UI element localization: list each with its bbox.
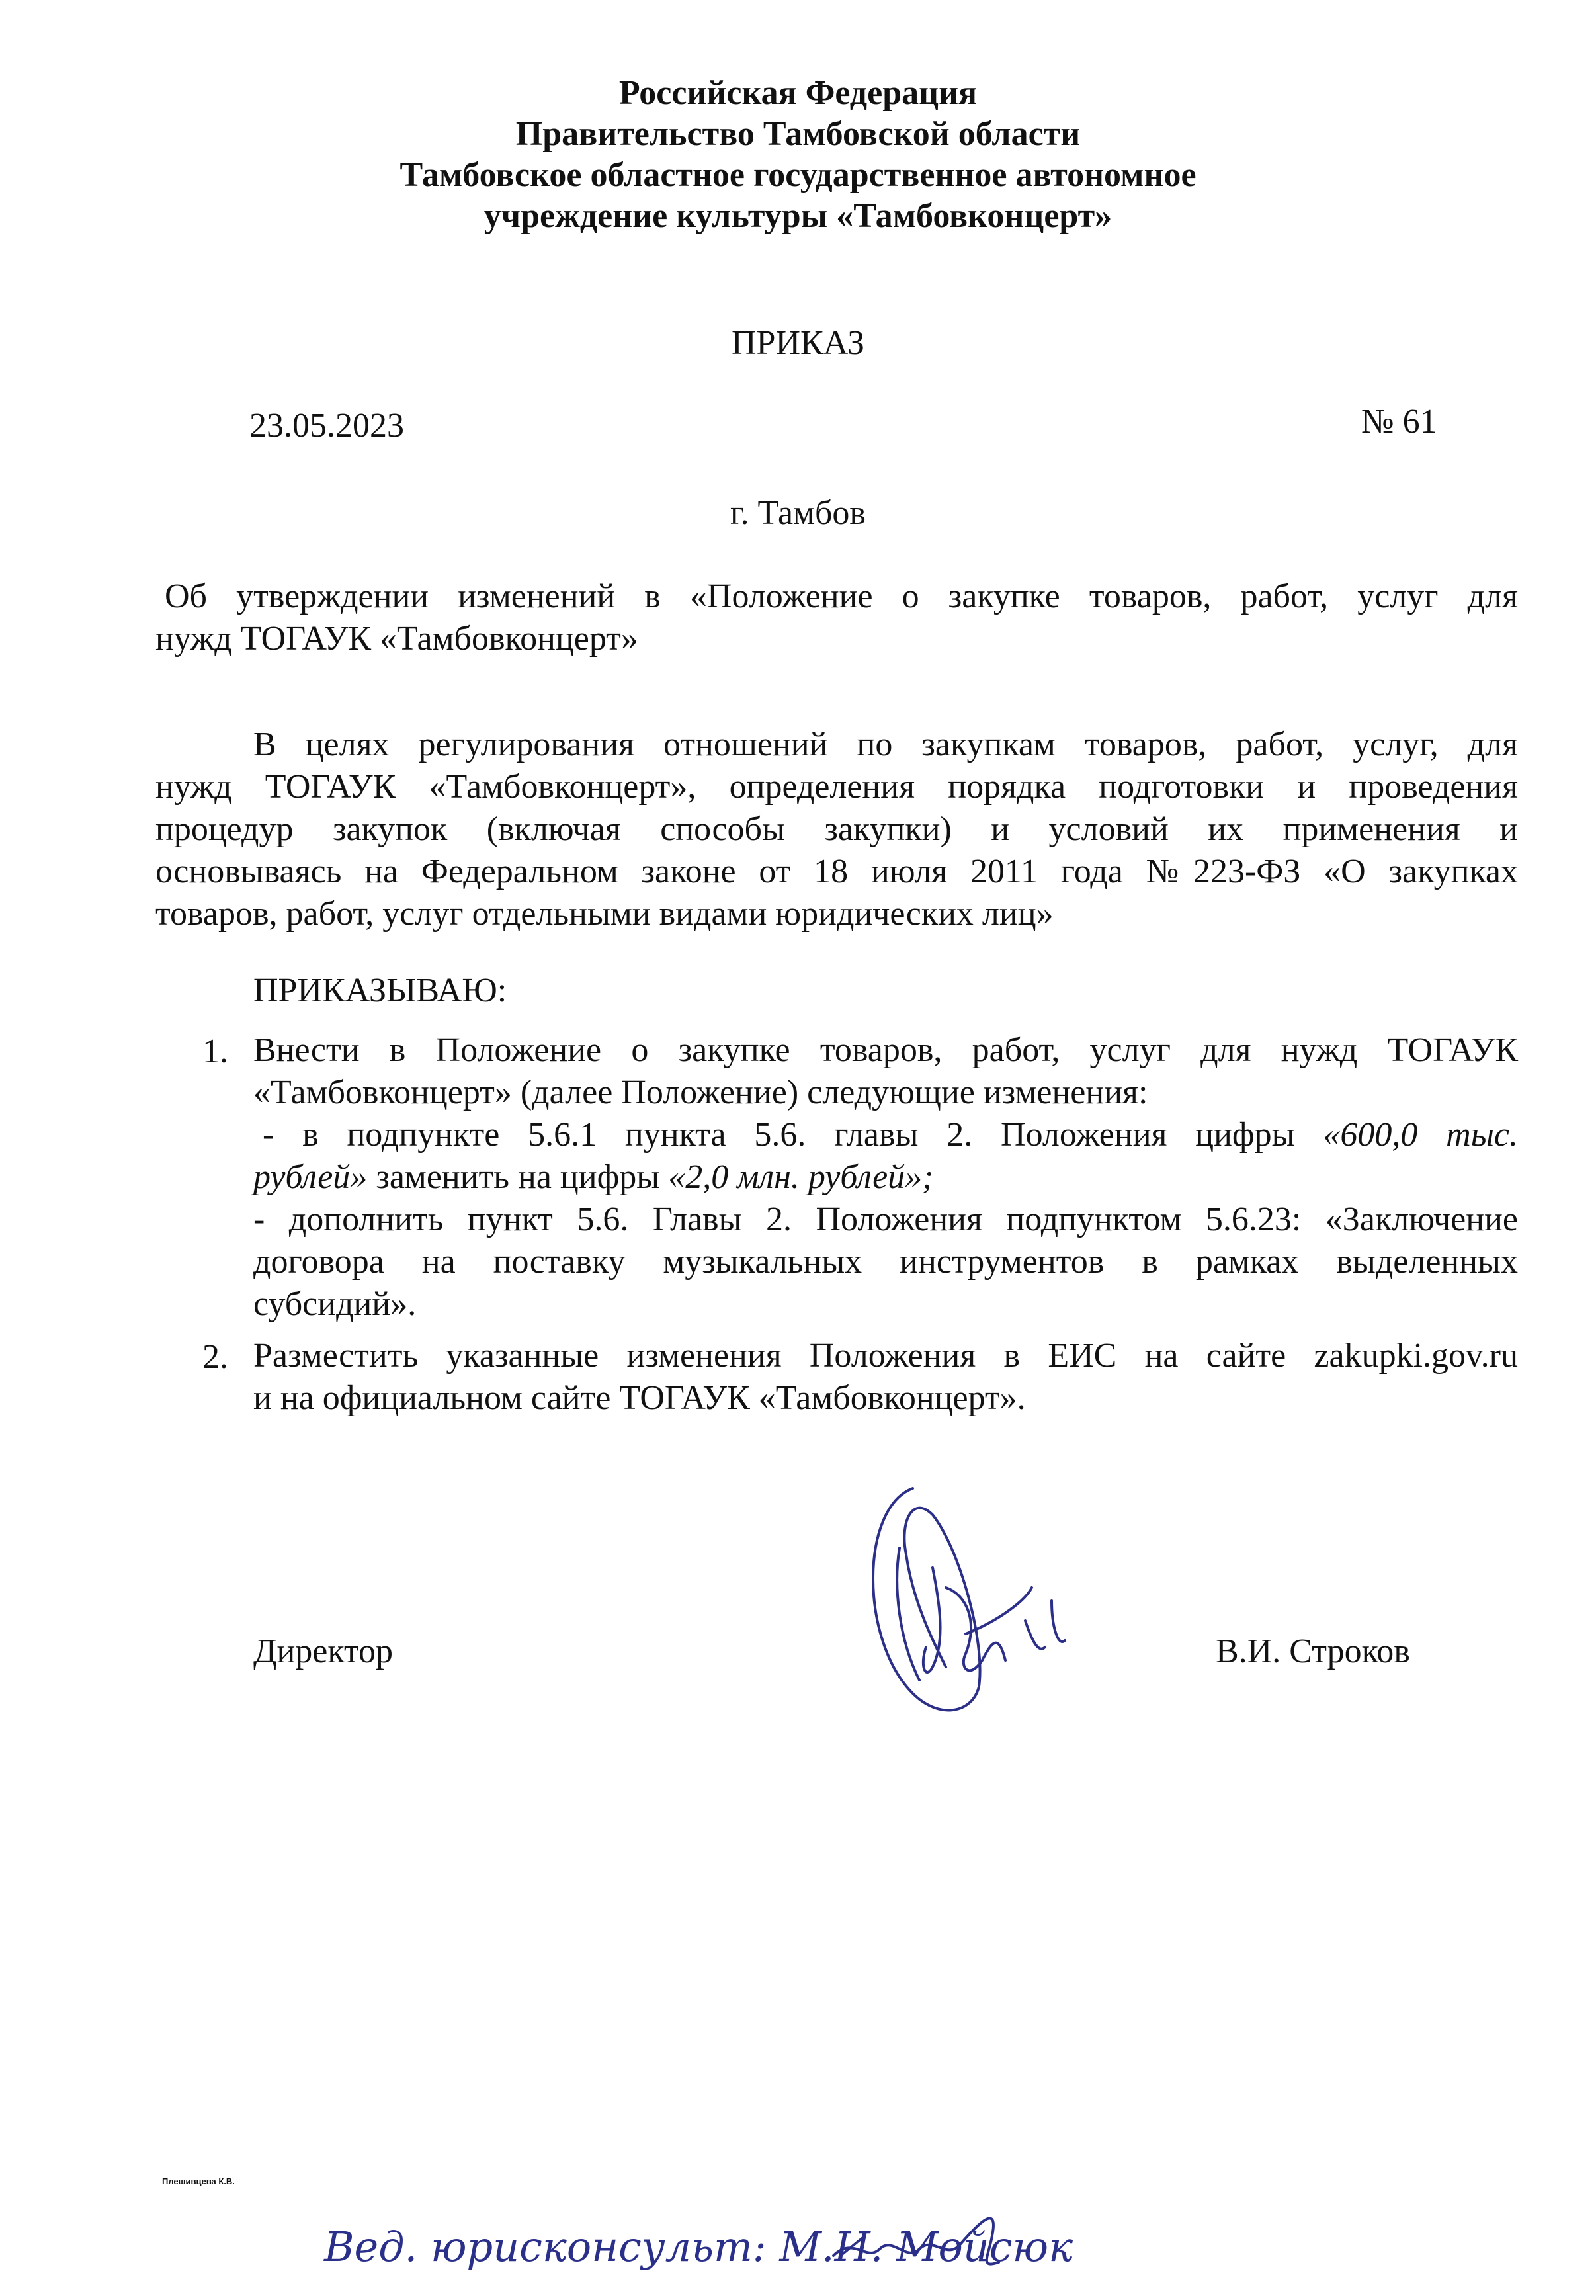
document-date: 23.05.2023 bbox=[249, 407, 404, 445]
signatory-position: Директор bbox=[253, 1633, 393, 1670]
order-word: ПРИКАЗЫВАЮ: bbox=[253, 972, 507, 1009]
item-line: Внести в Положение о закупке товаров, работ, услуг для нужд ТОГАУК bbox=[253, 1031, 1518, 1069]
item-line-with-quote bbox=[253, 1156, 1518, 1199]
preamble-line: нужд ТОГАУК «Тамбовконцерт», определения порядка подготовки и проведения bbox=[155, 768, 1518, 806]
item-line: «Тамбовконцерт» (далее Положение) следующие изменения: bbox=[253, 1074, 1148, 1111]
document-subject bbox=[155, 575, 1518, 660]
handwritten-approval-note: Вед. юрисконсульт: М.И. Мойсюк bbox=[324, 2223, 1073, 2271]
preamble-line: основываясь на Федеральном законе от 18 июля 2011 года №223-ФЗ «О закупках bbox=[155, 853, 1518, 890]
order-item-1 bbox=[253, 1029, 1518, 1326]
header-line-institution: Тамбовское областное государственное автономное bbox=[399, 156, 1197, 194]
item-line: - дополнить пункт 5.6. Главы 2. Положения подпунктом 5.6.23: «Заключение bbox=[253, 1201, 1518, 1238]
item-line: и на официальном сайте ТОГАУК «Тамбовконцерт». bbox=[253, 1379, 1026, 1417]
subject-line: нужд ТОГАУК «Тамбовконцерт» bbox=[155, 620, 638, 658]
item-line-text: заменить на цифры bbox=[376, 1158, 660, 1196]
preamble-line: процедур закупок (включая способы закупки) и условий их применения и bbox=[155, 810, 1518, 848]
document-city: г. Тамбов bbox=[730, 494, 866, 532]
preamble-paragraph bbox=[155, 724, 1518, 935]
signatory-name: В.И. Строков bbox=[1216, 1633, 1410, 1670]
item-line: Разместить указанные изменения Положения в ЕИС на сайте zakupki.gov.ru bbox=[253, 1337, 1518, 1375]
order-item-2 bbox=[253, 1335, 1518, 1420]
org-header bbox=[0, 73, 1596, 237]
item-line: субсидий». bbox=[253, 1285, 417, 1323]
document-number: № 61 bbox=[1361, 403, 1437, 441]
legal-counsel-signature bbox=[827, 2196, 1078, 2282]
quoted-old-amount-cont: рублей» bbox=[253, 1158, 368, 1196]
preamble-line: В целях регулирования отношений по закупкам товаров, работ, услуг, для bbox=[253, 726, 1518, 763]
quoted-new-amount: «2,0 млн. рублей»; bbox=[668, 1158, 934, 1196]
item-number: 1. bbox=[202, 1033, 228, 1070]
quoted-old-amount: «600,0 тыс. bbox=[1323, 1116, 1518, 1154]
header-line-institution-name: учреждение культуры «Тамбовконцерт» bbox=[483, 197, 1113, 235]
item-number: 2. bbox=[202, 1338, 228, 1376]
preamble-line: товаров, работ, услуг отдельными видами юридических лиц» bbox=[155, 895, 1054, 933]
item-line-with-quote bbox=[253, 1114, 1518, 1156]
header-line-country: Российская Федерация bbox=[618, 74, 978, 112]
header-line-government: Правительство Тамбовской области bbox=[515, 115, 1081, 153]
item-line: договора на поставку музыкальных инструментов в рамках выделенных bbox=[253, 1243, 1518, 1281]
director-signature bbox=[833, 1468, 1111, 1746]
item-line-text: - в подпункте 5.6.1 пункта 5.6. главы 2. Положения цифры bbox=[263, 1116, 1295, 1154]
subject-line: Об утверждении изменений в «Положение о закупке товаров, работ, услуг для bbox=[165, 577, 1518, 615]
executor-name: Плешивцева К.В. bbox=[162, 2176, 235, 2186]
document-type: ПРИКАЗ bbox=[731, 324, 865, 362]
